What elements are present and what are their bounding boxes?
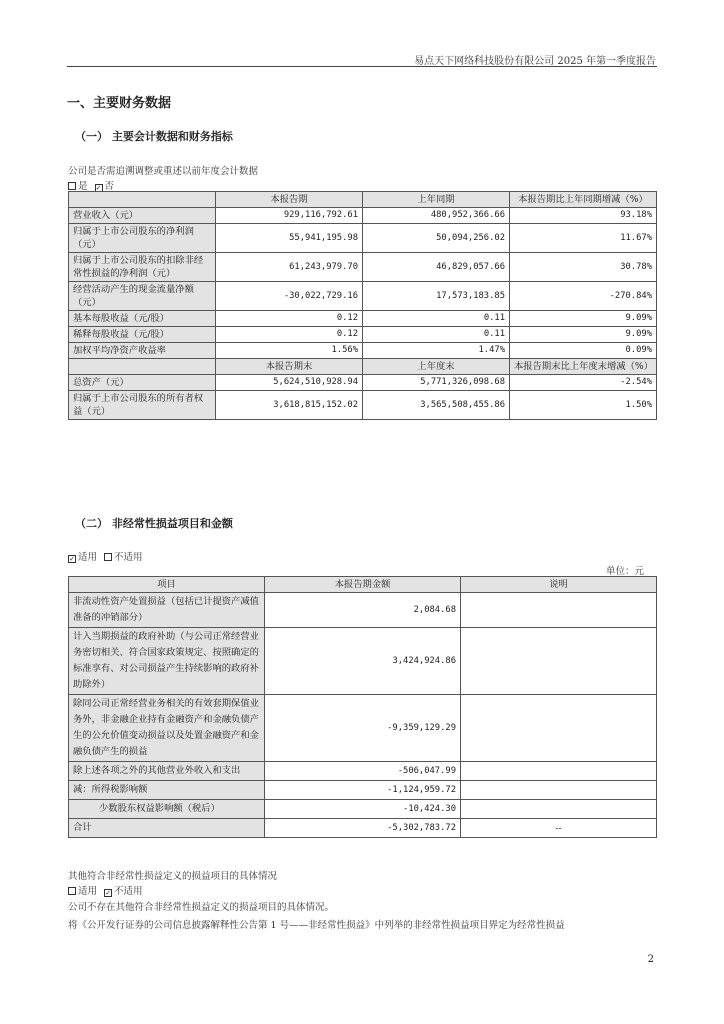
value-cell: 30.78% (510, 253, 657, 282)
table-row (69, 282, 657, 311)
checkbox-unchecked-icon (68, 887, 76, 895)
value-cell: 0.12 (216, 327, 363, 343)
row-label: 经营活动产生的现金流量净额（元） (69, 282, 216, 311)
value-cell: 0.09% (510, 343, 657, 359)
value-cell: 17,573,183.85 (363, 282, 510, 311)
note-cell: -- (461, 819, 657, 838)
value-cell: 5,771,326,098.68 (363, 375, 510, 391)
header-cell: 项目 (69, 577, 265, 593)
value-cell: -30,022,729.16 (216, 282, 363, 311)
table-row (69, 800, 657, 819)
other-items-note: 其他符合非经常性损益定义的损益项目的具体情况 (68, 871, 278, 882)
row-label: 基本每股收益（元/股） (69, 311, 216, 327)
checkbox-unchecked-icon (68, 182, 76, 190)
no-other-items-statement: 公司不存在其他符合非经常性损益定义的损益项目的具体情况。 (68, 902, 335, 913)
table-row (69, 253, 657, 282)
amount-cell: -9,359,129.29 (265, 695, 461, 762)
value-cell: 1.50% (510, 391, 657, 420)
value-cell: 55,941,195.98 (216, 224, 363, 253)
header-cell: 本报告期末 (216, 359, 363, 375)
row-label: 营业收入（元） (69, 208, 216, 224)
header-cell: 本报告期金额 (265, 577, 461, 593)
amount-cell: -5,302,783.72 (265, 819, 461, 838)
table-row (69, 695, 657, 762)
note-cell (461, 781, 657, 800)
table-row (69, 327, 657, 343)
row-label: 少数股东权益影响额（税后） (69, 800, 265, 819)
financial-data-table (68, 191, 657, 420)
note-cell (461, 695, 657, 762)
table-row (69, 224, 657, 253)
page-number: 2 (647, 954, 654, 965)
row-label: 除同公司正常经营业务相关的有效套期保值业务外，非金融企业持有金融资产和金融负债产生的公允价值变动损益以及处置金融资产和金融负债产生的损益 (69, 695, 265, 762)
value-cell: -270.84% (510, 282, 657, 311)
amount-cell: -1,124,959.72 (265, 781, 461, 800)
row-label: 减：所得税影响额 (69, 781, 265, 800)
subsection-title-1: （一） 主要会计数据和财务指标 (75, 130, 233, 143)
value-cell: 61,243,979.70 (216, 253, 363, 282)
restatement-options (68, 178, 114, 192)
table-row (69, 628, 657, 695)
header-cell: 本报告期末比上年度末增减（%） (510, 359, 657, 375)
value-cell: 11.67% (510, 224, 657, 253)
row-label: 加权平均净资产收益率 (69, 343, 216, 359)
option-no: 否 (104, 181, 115, 192)
table-row (69, 781, 657, 800)
value-cell: 480,952,366.66 (363, 208, 510, 224)
subsection-title-2: （二） 非经常性损益项目和金额 (75, 517, 233, 530)
value-cell: 9.09% (510, 327, 657, 343)
amount-cell: 2,084.68 (265, 593, 461, 628)
value-cell: 93.18% (510, 208, 657, 224)
value-cell: 1.56% (216, 343, 363, 359)
apply-options (68, 549, 143, 563)
header-cell (69, 359, 216, 375)
header-cell: 上年度末 (363, 359, 510, 375)
amount-cell: 3,424,924.86 (265, 628, 461, 695)
note-cell (461, 800, 657, 819)
row-label: 归属于上市公司股东的扣除非经常性损益的净利润（元） (69, 253, 216, 282)
amount-cell: -10,424.30 (265, 800, 461, 819)
other-items-options (68, 883, 143, 897)
table-row (69, 762, 657, 781)
table-row (69, 208, 657, 224)
table-header-row (69, 577, 657, 593)
value-cell: 929,116,792.61 (216, 208, 363, 224)
checkbox-unchecked-icon (104, 553, 112, 561)
table-row (69, 375, 657, 391)
checkbox-checked-icon: ✓ (95, 184, 102, 192)
section-title: 一、主要财务数据 (67, 96, 172, 111)
header-cell: 说明 (461, 577, 657, 593)
value-cell: 0.11 (363, 311, 510, 327)
row-label: 非流动性资产处置损益（包括已计提资产减值准备的冲销部分） (69, 593, 265, 628)
value-cell: 3,565,508,455.86 (363, 391, 510, 420)
value-cell: 0.11 (363, 327, 510, 343)
option-apply: 适用 (78, 552, 98, 563)
value-cell: 46,829,057.66 (363, 253, 510, 282)
amount-cell: -506,047.99 (265, 762, 461, 781)
checkbox-checked-icon: ✓ (105, 889, 111, 897)
value-cell: 1.47% (363, 343, 510, 359)
row-label: 合计 (69, 819, 265, 838)
unit-label: 单位：元 (605, 566, 644, 577)
table-row (69, 819, 657, 838)
note-cell (461, 628, 657, 695)
table-header-row (69, 192, 657, 208)
option-not-apply: 不适用 (114, 552, 143, 563)
value-cell: 3,618,815,152.02 (216, 391, 363, 420)
value-cell: 5,624,510,928.94 (216, 375, 363, 391)
option-yes: 是 (78, 181, 88, 192)
option-not-apply-2: 不适用 (114, 886, 143, 897)
note-cell (461, 762, 657, 781)
table-row (69, 593, 657, 628)
value-cell: 50,094,256.02 (363, 224, 510, 253)
table-header-row (69, 359, 657, 375)
table-row (69, 391, 657, 420)
row-label: 总资产（元） (69, 375, 216, 391)
option-apply-2: 适用 (78, 886, 98, 897)
row-label: 归属于上市公司股东的净利润（元） (69, 224, 216, 253)
row-label: 归属于上市公司股东的所有者权益（元） (69, 391, 216, 420)
restatement-question: 公司是否需追溯调整或重述以前年度会计数据 (68, 166, 259, 177)
note-cell (461, 593, 657, 628)
value-cell: 9.09% (510, 311, 657, 327)
non-recurring-table (68, 576, 657, 838)
header-cell: 上年同期 (363, 192, 510, 208)
value-cell: -2.54% (510, 375, 657, 391)
value-cell: 0.12 (216, 311, 363, 327)
table-row (69, 311, 657, 327)
header-divider (67, 66, 657, 67)
checkbox-checked-icon: ✓ (69, 555, 75, 563)
row-label: 计入当期损益的政府补助（与公司正常经营业务密切相关、符合国家政策规定、按照确定的标准享有、对公司损益产生持续影响的政府补助除外） (69, 628, 265, 695)
document-header: 易点天下网络科技股份有限公司 2025 年第一季度报告 (414, 56, 656, 67)
header-cell (69, 192, 216, 208)
table-row (69, 343, 657, 359)
header-cell: 本报告期 (216, 192, 363, 208)
row-label: 除上述各项之外的其他营业外收入和支出 (69, 762, 265, 781)
header-cell: 本报告期比上年同期增减（%） (510, 192, 657, 208)
row-label: 稀释每股收益（元/股） (69, 327, 216, 343)
reclassification-note: 将《公开发行证券的公司信息披露解释性公告第 1 号——非经常性损益》中列举的非经常性损益项目界定为经常性损益 (68, 920, 565, 931)
